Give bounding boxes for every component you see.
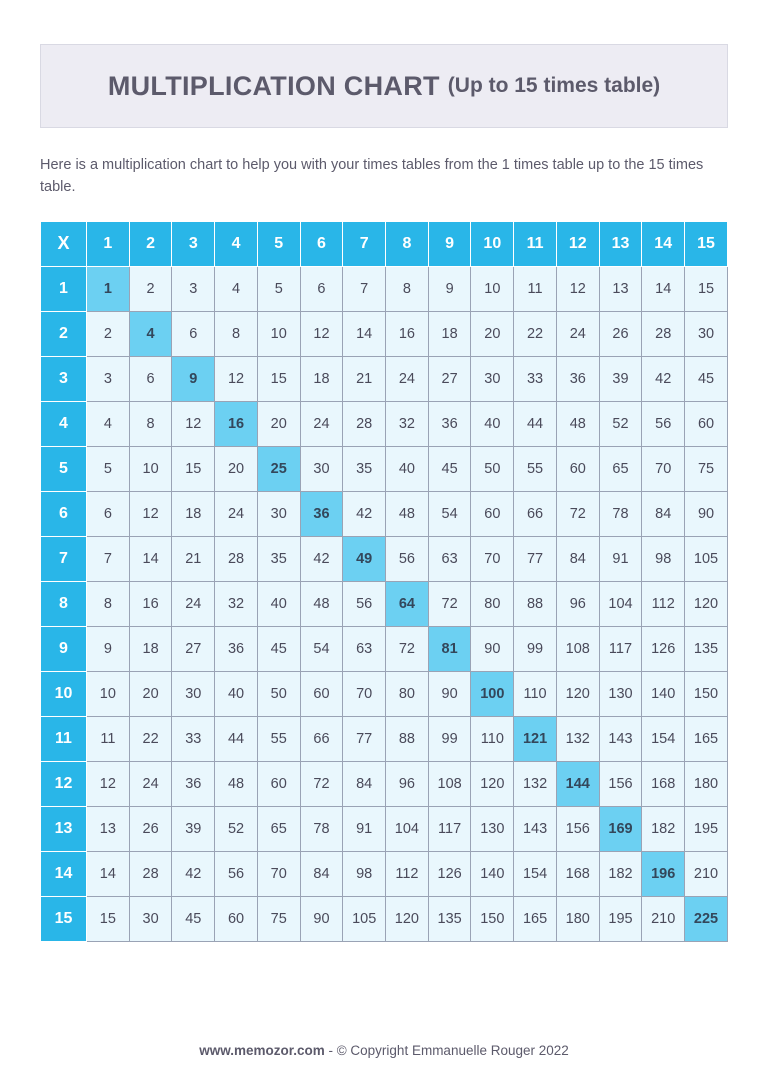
cell-6x15: 90 bbox=[685, 491, 728, 536]
cell-6x4: 24 bbox=[215, 491, 258, 536]
cell-3x5: 15 bbox=[257, 356, 300, 401]
cell-4x10: 40 bbox=[471, 401, 514, 446]
cell-14x14: 196 bbox=[642, 851, 685, 896]
cell-1x8: 8 bbox=[386, 266, 429, 311]
table-row bbox=[41, 716, 728, 761]
cell-5x5: 25 bbox=[257, 446, 300, 491]
cell-6x5: 30 bbox=[257, 491, 300, 536]
cell-2x8: 16 bbox=[386, 311, 429, 356]
column-header-14: 14 bbox=[642, 221, 685, 266]
table-row bbox=[41, 401, 728, 446]
cell-12x1: 12 bbox=[87, 761, 130, 806]
cell-3x14: 42 bbox=[642, 356, 685, 401]
cell-4x5: 20 bbox=[257, 401, 300, 446]
cell-3x13: 39 bbox=[599, 356, 642, 401]
table-row bbox=[41, 491, 728, 536]
cell-4x7: 28 bbox=[343, 401, 386, 446]
cell-4x11: 44 bbox=[514, 401, 557, 446]
cell-6x2: 12 bbox=[129, 491, 172, 536]
cell-1x1: 1 bbox=[87, 266, 130, 311]
cell-15x11: 165 bbox=[514, 896, 557, 941]
column-header-2: 2 bbox=[129, 221, 172, 266]
cell-5x9: 45 bbox=[428, 446, 471, 491]
cell-12x8: 96 bbox=[386, 761, 429, 806]
row-header-2: 2 bbox=[41, 311, 87, 356]
cell-7x14: 98 bbox=[642, 536, 685, 581]
cell-3x12: 36 bbox=[556, 356, 599, 401]
cell-8x11: 88 bbox=[514, 581, 557, 626]
cell-5x8: 40 bbox=[386, 446, 429, 491]
table-row bbox=[41, 671, 728, 716]
cell-10x2: 20 bbox=[129, 671, 172, 716]
cell-11x11: 121 bbox=[514, 716, 557, 761]
cell-14x10: 140 bbox=[471, 851, 514, 896]
cell-5x1: 5 bbox=[87, 446, 130, 491]
cell-7x6: 42 bbox=[300, 536, 343, 581]
table-row bbox=[41, 536, 728, 581]
cell-3x8: 24 bbox=[386, 356, 429, 401]
cell-1x3: 3 bbox=[172, 266, 215, 311]
cell-15x15: 225 bbox=[685, 896, 728, 941]
cell-7x11: 77 bbox=[514, 536, 557, 581]
column-header-1: 1 bbox=[87, 221, 130, 266]
cell-8x10: 80 bbox=[471, 581, 514, 626]
cell-14x12: 168 bbox=[556, 851, 599, 896]
cell-10x5: 50 bbox=[257, 671, 300, 716]
cell-10x12: 120 bbox=[556, 671, 599, 716]
cell-5x7: 35 bbox=[343, 446, 386, 491]
cell-10x6: 60 bbox=[300, 671, 343, 716]
cell-5x13: 65 bbox=[599, 446, 642, 491]
cell-11x4: 44 bbox=[215, 716, 258, 761]
cell-14x1: 14 bbox=[87, 851, 130, 896]
cell-2x5: 10 bbox=[257, 311, 300, 356]
column-header-13: 13 bbox=[599, 221, 642, 266]
cell-13x13: 169 bbox=[599, 806, 642, 851]
cell-13x1: 13 bbox=[87, 806, 130, 851]
cell-8x5: 40 bbox=[257, 581, 300, 626]
cell-4x1: 4 bbox=[87, 401, 130, 446]
cell-7x3: 21 bbox=[172, 536, 215, 581]
cell-13x9: 117 bbox=[428, 806, 471, 851]
cell-5x4: 20 bbox=[215, 446, 258, 491]
row-header-6: 6 bbox=[41, 491, 87, 536]
cell-3x4: 12 bbox=[215, 356, 258, 401]
cell-1x10: 10 bbox=[471, 266, 514, 311]
cell-14x7: 98 bbox=[343, 851, 386, 896]
cell-4x9: 36 bbox=[428, 401, 471, 446]
cell-2x4: 8 bbox=[215, 311, 258, 356]
table-row bbox=[41, 311, 728, 356]
cell-11x12: 132 bbox=[556, 716, 599, 761]
cell-2x6: 12 bbox=[300, 311, 343, 356]
cell-3x10: 30 bbox=[471, 356, 514, 401]
cell-4x12: 48 bbox=[556, 401, 599, 446]
table-row bbox=[41, 626, 728, 671]
cell-9x10: 90 bbox=[471, 626, 514, 671]
cell-15x2: 30 bbox=[129, 896, 172, 941]
row-header-7: 7 bbox=[41, 536, 87, 581]
cell-13x7: 91 bbox=[343, 806, 386, 851]
cell-8x7: 56 bbox=[343, 581, 386, 626]
cell-15x13: 195 bbox=[599, 896, 642, 941]
cell-10x7: 70 bbox=[343, 671, 386, 716]
cell-14x4: 56 bbox=[215, 851, 258, 896]
cell-7x4: 28 bbox=[215, 536, 258, 581]
cell-12x2: 24 bbox=[129, 761, 172, 806]
cell-9x12: 108 bbox=[556, 626, 599, 671]
column-header-4: 4 bbox=[215, 221, 258, 266]
cell-7x10: 70 bbox=[471, 536, 514, 581]
cell-10x10: 100 bbox=[471, 671, 514, 716]
cell-13x8: 104 bbox=[386, 806, 429, 851]
row-header-3: 3 bbox=[41, 356, 87, 401]
row-header-10: 10 bbox=[41, 671, 87, 716]
cell-5x14: 70 bbox=[642, 446, 685, 491]
cell-14x15: 210 bbox=[685, 851, 728, 896]
cell-12x12: 144 bbox=[556, 761, 599, 806]
cell-1x7: 7 bbox=[343, 266, 386, 311]
cell-2x7: 14 bbox=[343, 311, 386, 356]
cell-4x4: 16 bbox=[215, 401, 258, 446]
table-row bbox=[41, 266, 728, 311]
cell-6x7: 42 bbox=[343, 491, 386, 536]
cell-13x12: 156 bbox=[556, 806, 599, 851]
title-banner bbox=[40, 44, 728, 128]
cell-12x10: 120 bbox=[471, 761, 514, 806]
cell-10x11: 110 bbox=[514, 671, 557, 716]
cell-7x8: 56 bbox=[386, 536, 429, 581]
cell-10x1: 10 bbox=[87, 671, 130, 716]
cell-10x9: 90 bbox=[428, 671, 471, 716]
cell-13x15: 195 bbox=[685, 806, 728, 851]
cell-8x13: 104 bbox=[599, 581, 642, 626]
page-subtitle: (Up to 15 times table) bbox=[447, 74, 661, 97]
table-row bbox=[41, 446, 728, 491]
cell-11x2: 22 bbox=[129, 716, 172, 761]
cell-11x5: 55 bbox=[257, 716, 300, 761]
row-header-5: 5 bbox=[41, 446, 87, 491]
cell-2x12: 24 bbox=[556, 311, 599, 356]
cell-9x2: 18 bbox=[129, 626, 172, 671]
cell-5x2: 10 bbox=[129, 446, 172, 491]
page-title: MULTIPLICATION CHART bbox=[107, 70, 440, 101]
cell-3x1: 3 bbox=[87, 356, 130, 401]
cell-7x9: 63 bbox=[428, 536, 471, 581]
cell-3x7: 21 bbox=[343, 356, 386, 401]
cell-2x2: 4 bbox=[129, 311, 172, 356]
cell-2x14: 28 bbox=[642, 311, 685, 356]
cell-14x8: 112 bbox=[386, 851, 429, 896]
cell-6x14: 84 bbox=[642, 491, 685, 536]
cell-5x6: 30 bbox=[300, 446, 343, 491]
cell-8x14: 112 bbox=[642, 581, 685, 626]
cell-9x3: 27 bbox=[172, 626, 215, 671]
cell-11x7: 77 bbox=[343, 716, 386, 761]
cell-14x2: 28 bbox=[129, 851, 172, 896]
column-header-11: 11 bbox=[514, 221, 557, 266]
cell-10x4: 40 bbox=[215, 671, 258, 716]
cell-15x1: 15 bbox=[87, 896, 130, 941]
cell-8x4: 32 bbox=[215, 581, 258, 626]
cell-9x4: 36 bbox=[215, 626, 258, 671]
cell-11x13: 143 bbox=[599, 716, 642, 761]
cell-6x11: 66 bbox=[514, 491, 557, 536]
cell-14x13: 182 bbox=[599, 851, 642, 896]
cell-14x11: 154 bbox=[514, 851, 557, 896]
cell-1x2: 2 bbox=[129, 266, 172, 311]
row-header-9: 9 bbox=[41, 626, 87, 671]
cell-1x5: 5 bbox=[257, 266, 300, 311]
table-row bbox=[41, 356, 728, 401]
cell-10x3: 30 bbox=[172, 671, 215, 716]
column-header-12: 12 bbox=[556, 221, 599, 266]
cell-15x6: 90 bbox=[300, 896, 343, 941]
cell-8x6: 48 bbox=[300, 581, 343, 626]
cell-12x11: 132 bbox=[514, 761, 557, 806]
cell-5x11: 55 bbox=[514, 446, 557, 491]
column-header-5: 5 bbox=[257, 221, 300, 266]
cell-3x15: 45 bbox=[685, 356, 728, 401]
cell-12x9: 108 bbox=[428, 761, 471, 806]
row-header-15: 15 bbox=[41, 896, 87, 941]
table-row bbox=[41, 851, 728, 896]
cell-10x13: 130 bbox=[599, 671, 642, 716]
cell-14x6: 84 bbox=[300, 851, 343, 896]
cell-9x14: 126 bbox=[642, 626, 685, 671]
cell-3x11: 33 bbox=[514, 356, 557, 401]
cell-12x6: 72 bbox=[300, 761, 343, 806]
multiplication-table bbox=[40, 221, 728, 942]
cell-2x13: 26 bbox=[599, 311, 642, 356]
cell-10x15: 150 bbox=[685, 671, 728, 716]
cell-8x8: 64 bbox=[386, 581, 429, 626]
cell-13x11: 143 bbox=[514, 806, 557, 851]
cell-15x4: 60 bbox=[215, 896, 258, 941]
footer-site: www.memozor.com bbox=[199, 1043, 325, 1058]
cell-15x10: 150 bbox=[471, 896, 514, 941]
cell-13x4: 52 bbox=[215, 806, 258, 851]
cell-4x2: 8 bbox=[129, 401, 172, 446]
cell-15x3: 45 bbox=[172, 896, 215, 941]
cell-3x3: 9 bbox=[172, 356, 215, 401]
cell-4x14: 56 bbox=[642, 401, 685, 446]
cell-2x3: 6 bbox=[172, 311, 215, 356]
column-header-7: 7 bbox=[343, 221, 386, 266]
cell-4x3: 12 bbox=[172, 401, 215, 446]
cell-14x9: 126 bbox=[428, 851, 471, 896]
cell-6x6: 36 bbox=[300, 491, 343, 536]
cell-1x11: 11 bbox=[514, 266, 557, 311]
cell-9x6: 54 bbox=[300, 626, 343, 671]
table-row bbox=[41, 761, 728, 806]
cell-15x8: 120 bbox=[386, 896, 429, 941]
cell-1x4: 4 bbox=[215, 266, 258, 311]
cell-1x14: 14 bbox=[642, 266, 685, 311]
footer bbox=[0, 1043, 768, 1058]
column-header-8: 8 bbox=[386, 221, 429, 266]
cell-9x1: 9 bbox=[87, 626, 130, 671]
column-header-9: 9 bbox=[428, 221, 471, 266]
cell-9x7: 63 bbox=[343, 626, 386, 671]
cell-15x12: 180 bbox=[556, 896, 599, 941]
cell-13x10: 130 bbox=[471, 806, 514, 851]
cell-12x4: 48 bbox=[215, 761, 258, 806]
cell-5x12: 60 bbox=[556, 446, 599, 491]
cell-7x13: 91 bbox=[599, 536, 642, 581]
table-row bbox=[41, 896, 728, 941]
row-header-13: 13 bbox=[41, 806, 87, 851]
table-corner-label: X bbox=[41, 221, 87, 266]
cell-12x15: 180 bbox=[685, 761, 728, 806]
cell-13x14: 182 bbox=[642, 806, 685, 851]
cell-15x7: 105 bbox=[343, 896, 386, 941]
cell-9x8: 72 bbox=[386, 626, 429, 671]
cell-15x14: 210 bbox=[642, 896, 685, 941]
cell-11x6: 66 bbox=[300, 716, 343, 761]
cell-11x8: 88 bbox=[386, 716, 429, 761]
cell-12x7: 84 bbox=[343, 761, 386, 806]
cell-7x12: 84 bbox=[556, 536, 599, 581]
table-row bbox=[41, 581, 728, 626]
cell-6x8: 48 bbox=[386, 491, 429, 536]
cell-5x15: 75 bbox=[685, 446, 728, 491]
table-row bbox=[41, 806, 728, 851]
cell-12x14: 168 bbox=[642, 761, 685, 806]
cell-3x9: 27 bbox=[428, 356, 471, 401]
column-header-15: 15 bbox=[685, 221, 728, 266]
cell-2x10: 20 bbox=[471, 311, 514, 356]
cell-2x9: 18 bbox=[428, 311, 471, 356]
cell-11x15: 165 bbox=[685, 716, 728, 761]
cell-3x6: 18 bbox=[300, 356, 343, 401]
cell-15x9: 135 bbox=[428, 896, 471, 941]
cell-8x2: 16 bbox=[129, 581, 172, 626]
cell-1x6: 6 bbox=[300, 266, 343, 311]
cell-2x15: 30 bbox=[685, 311, 728, 356]
cell-2x11: 22 bbox=[514, 311, 557, 356]
cell-6x12: 72 bbox=[556, 491, 599, 536]
multiplication-table-wrapper bbox=[40, 221, 728, 942]
cell-8x1: 8 bbox=[87, 581, 130, 626]
cell-1x9: 9 bbox=[428, 266, 471, 311]
column-header-6: 6 bbox=[300, 221, 343, 266]
cell-10x14: 140 bbox=[642, 671, 685, 716]
cell-4x6: 24 bbox=[300, 401, 343, 446]
row-header-11: 11 bbox=[41, 716, 87, 761]
cell-9x9: 81 bbox=[428, 626, 471, 671]
cell-9x5: 45 bbox=[257, 626, 300, 671]
cell-5x3: 15 bbox=[172, 446, 215, 491]
cell-11x14: 154 bbox=[642, 716, 685, 761]
cell-14x5: 70 bbox=[257, 851, 300, 896]
cell-1x15: 15 bbox=[685, 266, 728, 311]
cell-11x9: 99 bbox=[428, 716, 471, 761]
cell-2x1: 2 bbox=[87, 311, 130, 356]
cell-6x13: 78 bbox=[599, 491, 642, 536]
cell-4x15: 60 bbox=[685, 401, 728, 446]
cell-7x15: 105 bbox=[685, 536, 728, 581]
cell-13x3: 39 bbox=[172, 806, 215, 851]
cell-13x6: 78 bbox=[300, 806, 343, 851]
cell-14x3: 42 bbox=[172, 851, 215, 896]
cell-15x5: 75 bbox=[257, 896, 300, 941]
row-header-14: 14 bbox=[41, 851, 87, 896]
cell-9x13: 117 bbox=[599, 626, 642, 671]
cell-7x2: 14 bbox=[129, 536, 172, 581]
cell-12x3: 36 bbox=[172, 761, 215, 806]
cell-11x10: 110 bbox=[471, 716, 514, 761]
cell-7x7: 49 bbox=[343, 536, 386, 581]
column-header-10: 10 bbox=[471, 221, 514, 266]
footer-copyright: - © Copyright Emmanuelle Rouger 2022 bbox=[324, 1043, 569, 1058]
cell-6x3: 18 bbox=[172, 491, 215, 536]
cell-8x15: 120 bbox=[685, 581, 728, 626]
cell-13x5: 65 bbox=[257, 806, 300, 851]
cell-11x3: 33 bbox=[172, 716, 215, 761]
cell-12x5: 60 bbox=[257, 761, 300, 806]
row-header-8: 8 bbox=[41, 581, 87, 626]
cell-4x8: 32 bbox=[386, 401, 429, 446]
row-header-1: 1 bbox=[41, 266, 87, 311]
table-header-row bbox=[41, 221, 728, 266]
cell-8x9: 72 bbox=[428, 581, 471, 626]
cell-1x12: 12 bbox=[556, 266, 599, 311]
cell-9x15: 135 bbox=[685, 626, 728, 671]
row-header-12: 12 bbox=[41, 761, 87, 806]
cell-6x10: 60 bbox=[471, 491, 514, 536]
cell-8x3: 24 bbox=[172, 581, 215, 626]
cell-10x8: 80 bbox=[386, 671, 429, 716]
cell-6x9: 54 bbox=[428, 491, 471, 536]
cell-3x2: 6 bbox=[129, 356, 172, 401]
cell-6x1: 6 bbox=[87, 491, 130, 536]
cell-11x1: 11 bbox=[87, 716, 130, 761]
cell-1x13: 13 bbox=[599, 266, 642, 311]
cell-7x1: 7 bbox=[87, 536, 130, 581]
column-header-3: 3 bbox=[172, 221, 215, 266]
cell-8x12: 96 bbox=[556, 581, 599, 626]
cell-13x2: 26 bbox=[129, 806, 172, 851]
cell-12x13: 156 bbox=[599, 761, 642, 806]
cell-9x11: 99 bbox=[514, 626, 557, 671]
cell-7x5: 35 bbox=[257, 536, 300, 581]
cell-4x13: 52 bbox=[599, 401, 642, 446]
intro-text: Here is a multiplication chart to help you with your times tables from the 1 times table up to the 15 times table. bbox=[40, 157, 704, 196]
cell-5x10: 50 bbox=[471, 446, 514, 491]
row-header-4: 4 bbox=[41, 401, 87, 446]
